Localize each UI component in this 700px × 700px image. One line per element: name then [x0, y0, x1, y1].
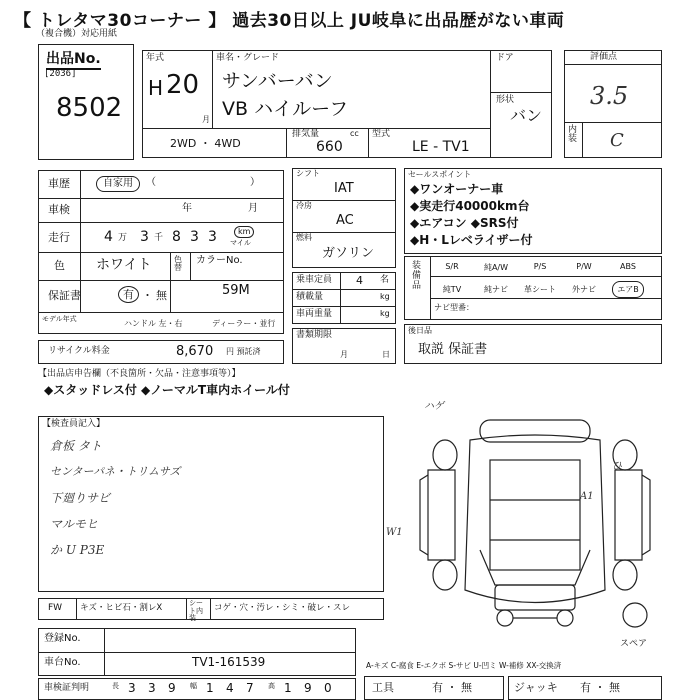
history-open: （ — [146, 177, 156, 188]
mileage-unit2: マイル — [230, 239, 251, 247]
lot-tag: [2036] — [44, 69, 77, 79]
inspector-line-3: 下廻りサビ — [50, 491, 111, 505]
model-year-label: モデル年式 — [42, 315, 77, 323]
lot-number: 8502 — [56, 93, 123, 123]
warranty-yes: 有 — [118, 286, 139, 303]
displacement-label: 排気量 — [292, 129, 320, 139]
grade-label: 評価点 — [590, 52, 618, 62]
mileage-d3: 3 — [208, 229, 217, 245]
chassis-value: TV1-161539 — [192, 655, 266, 669]
mileage-man-unit: 万 — [118, 233, 128, 243]
selling-point-2: ◆実走行40000km台 — [410, 199, 530, 213]
inspector-line-2: センターパネ・トリムサズ — [50, 465, 181, 478]
banner: 【 トレタマ30コーナー 】 過去30日以上 JU岐阜に出品歴がない車両 — [14, 11, 565, 31]
mileage-unit: km — [234, 226, 254, 238]
interior-label: 内装 — [568, 125, 578, 144]
ac-label: 冷房 — [296, 201, 312, 210]
cert-v5: 1 — [206, 681, 214, 695]
jack-label: ジャッキ — [514, 681, 558, 694]
model-label: 車名・グレード — [216, 53, 280, 63]
reg-label: 登録No. — [44, 633, 81, 644]
chassis-label: 車台No. — [44, 657, 81, 668]
color-no-label: カラーNo. — [196, 255, 243, 266]
interior-grade: C — [610, 130, 624, 151]
tools-value: 有 ・ 無 — [432, 681, 472, 694]
weight-unit: kg — [380, 309, 390, 318]
shift-label: シフト — [296, 169, 320, 178]
shift-value: IAT — [334, 181, 354, 196]
selling-point-3: ◆エアコン ◆SRS付 — [410, 216, 519, 230]
recycle-value: 8,670 — [176, 344, 214, 359]
color-no-value: 59M — [222, 283, 250, 298]
mileage-sen-unit: 千 — [154, 233, 164, 243]
history-label: 車歴 — [48, 177, 70, 190]
cert-v9: 1 — [284, 681, 292, 695]
navi-model: ナビ型番： — [434, 303, 474, 312]
weight-label: 車両重量 — [296, 309, 333, 319]
mileage-d1: 8 — [172, 229, 181, 245]
history-value: 自家用 — [96, 176, 140, 192]
color-change-label: 色替 — [174, 255, 182, 272]
type-value: LE - TV1 — [412, 139, 470, 155]
drive-type: 2WD ・ 4WD — [170, 137, 241, 150]
ac-value: AC — [336, 213, 354, 228]
inspection-year: 年 — [182, 203, 192, 214]
diagram-note-a: ハゲ — [424, 401, 444, 412]
warranty-no: 無 — [156, 289, 167, 302]
load-label: 積載量 — [296, 292, 324, 302]
mileage-label: 走行 — [48, 231, 70, 244]
inspector-line-1: 倉板 タト — [50, 439, 102, 453]
year-label: 年式 — [146, 53, 165, 63]
cert-v11: 0 — [324, 681, 332, 695]
inspection-month: 月 — [248, 203, 258, 214]
shape-value: バン — [510, 106, 543, 125]
equip-sr: S/R — [445, 262, 459, 271]
color-label: 色 — [54, 259, 65, 272]
fw-codes: キズ・ヒビ石・割レX — [80, 603, 163, 613]
displacement-unit: cc — [350, 129, 359, 138]
mileage-sen: 3 — [140, 229, 149, 245]
docs-month: 月 — [340, 350, 348, 359]
seat-codes: コゲ・穴・汚レ・シミ・破レ・スレ — [214, 603, 351, 613]
year-era: H — [148, 76, 164, 100]
spare-label: スペア — [620, 639, 648, 649]
inspector-line-4: マルモヒ — [50, 517, 99, 531]
doors-label: ドア — [496, 53, 514, 63]
equip-ext-navi: 外ナビ — [572, 285, 596, 294]
cert-v2: 3 — [148, 681, 156, 695]
inspector-line-5: か U P3E — [50, 543, 105, 557]
type-label: 型式 — [372, 129, 391, 139]
recycle-unit: 円 預託済 — [226, 347, 261, 356]
load-unit: kg — [380, 292, 390, 301]
displacement-value: 660 — [316, 139, 343, 155]
dealer: ディーラー・並行 — [212, 319, 276, 328]
year-month-unit: 月 — [202, 115, 210, 124]
equip-ps: P/S — [533, 262, 547, 271]
mileage-d2: 3 — [190, 229, 199, 245]
fuel-label: 燃料 — [296, 233, 312, 242]
after-label: 後日品 — [408, 326, 432, 335]
equip-leather: 革シート — [524, 285, 556, 294]
history-close: ） — [250, 177, 260, 188]
diagram-note-d: ひ — [612, 461, 622, 472]
fuel-value: ガソリン — [322, 246, 375, 261]
equip-abs: ABS — [620, 262, 636, 271]
legend: A-キズ C-腐食 E-エクボ S-サビ U-凹ミ W-補修 XX-交換済 — [366, 661, 562, 670]
grade-score: 3.5 — [590, 82, 629, 110]
cert-v3: 9 — [168, 681, 176, 695]
equip-airbag: エアB — [612, 281, 644, 298]
diagram-note-b: W1 — [386, 527, 403, 538]
jack-value: 有 ・ 無 — [580, 681, 620, 694]
shape-label: 形状 — [496, 95, 515, 105]
fw-label: FW — [48, 603, 63, 613]
capacity-unit: 名 — [380, 275, 390, 285]
selling-points-label: セールスポイント — [408, 170, 472, 179]
cert-v0: 長 — [112, 682, 119, 690]
cert-label: 車検証判明 — [44, 683, 90, 693]
notes-line-1: ◆スタッドレス付 ◆ノーマルT車内ホイール付 — [44, 383, 290, 397]
capacity-label: 乗車定員 — [296, 275, 333, 285]
cert-v1: 3 — [128, 681, 136, 695]
warranty-label: 保証書 — [48, 289, 81, 302]
equipment-label: 装備品 — [412, 261, 422, 291]
equip-navi: 純ナビ — [484, 285, 508, 294]
model-grade: VB ハイルーフ — [222, 98, 349, 120]
mileage-man: 4 — [104, 229, 113, 245]
docs-day: 日 — [382, 350, 390, 359]
handle: ハンドル 左・右 — [124, 319, 183, 328]
capacity-value: 4 — [356, 274, 363, 287]
year-value: 20 — [166, 70, 200, 100]
equip-tv: 純TV — [442, 285, 462, 294]
inspector-label: 【検査員記入】 — [42, 419, 106, 429]
selling-point-4: ◆H・Lレベライザー付 — [410, 233, 533, 247]
cert-v4: 幅 — [190, 682, 197, 690]
color-value: ホワイト — [96, 257, 152, 273]
cert-v10: 9 — [304, 681, 312, 695]
model-name: サンバーバン — [222, 70, 333, 92]
cert-v7: 7 — [246, 681, 254, 695]
after-value: 取説 保証書 — [418, 342, 488, 357]
car-diagram — [400, 400, 670, 640]
docs-label: 書類期限 — [296, 330, 333, 340]
notes-label: 【出品店申告欄（不良箇所・欠品・注意事項等）】 — [38, 369, 241, 379]
recycle-label: リサイクル料金 — [48, 346, 110, 356]
inspection-label: 車検 — [48, 203, 70, 216]
diagram-note-c: A1 — [580, 491, 594, 502]
seat-label: シート内装 — [189, 599, 203, 623]
selling-point-1: ◆ワンオーナー車 — [410, 182, 504, 196]
cert-v8: 高 — [268, 682, 275, 690]
equip-pw: P/W — [576, 262, 592, 271]
equip-aw: 純A/W — [483, 263, 509, 272]
lot-label: 出品No. — [46, 52, 101, 70]
tools-label: 工具 — [372, 681, 394, 694]
cert-v6: 4 — [226, 681, 234, 695]
warranty-dot: ・ — [142, 289, 153, 302]
corner-note: （複合機）対応用紙 — [36, 29, 118, 39]
